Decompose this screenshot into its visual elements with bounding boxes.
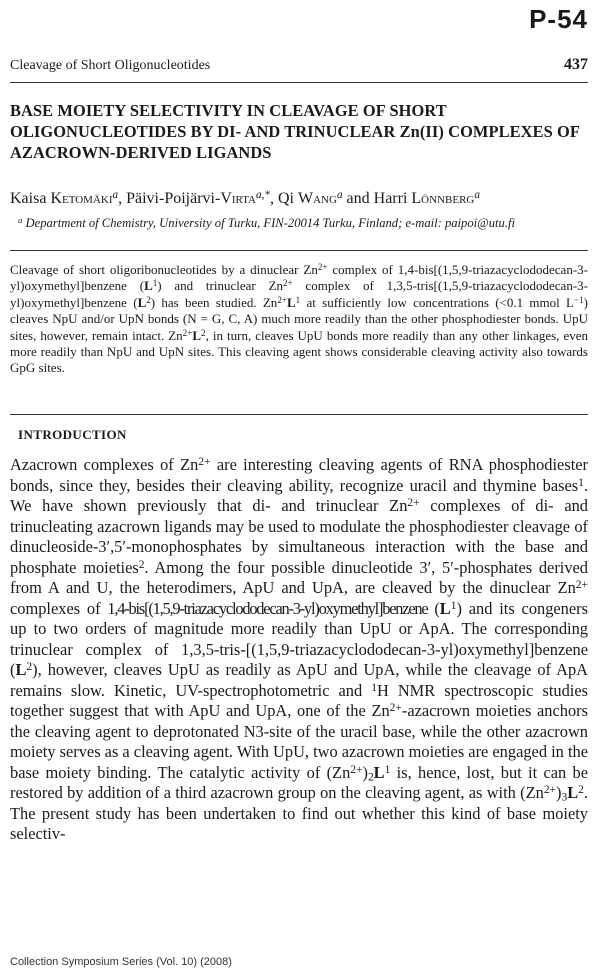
affiliation: $^a$ Department of Chemistry, University of Turku, FIN-20014 Turku, Finland; e-mail: paipoi@utu.fi bbox=[18, 215, 515, 230]
author-list: Kaisa Ketomäki$^a$, Päivi-Poijärvi-Virta$^{a,*}$, Qi Wang$^a$ and Harri Lönnberg$^a$ bbox=[10, 188, 480, 207]
body-text: Azacrown complexes of $Zn^{2+}$ are interesting cleaving agents of RNA phosphodiester bonds, since they, besides their cleaving ability, recognize uracil and thymine bases$^1$. We have shown previously that di- and trinuclear $Zn^{2+}$ complexes of di- and trinucleating azacrown ligands may be used to modulate the phosphodiester cleavage of dinucleoside-3′,5′-monophosphates by simultaneous interaction with the base and phosphate moieties$^2$. Among the four possible dinucleotide 3′, 5′-phosphates derived from A and U, the heterodimers, ApU and UpA, are cleaved by the dinuclear $Zn^{2+}$ complexes of 1,4-bis[(1,5,9-triazacyclododecan-3-yl)oxymethyl]benzene $(L^1)$ and its congeners up to two orders of magnitude more readily than UpU or ApA. The corresponding trinuclear complex of 1,3,5-tris-[(1,5,9-triazacyclododecan-3-yl)oxymethyl]benzene $(L^2)$, however, cleaves UpU as readily as ApU and UpA, while the cleavage of ApA remains slow. Kinetic, UV-spectrophotometric and $^1$H NMR spectroscopic studies together suggest that with ApU and UpA, one of the $Zn^{2+}$-azacrown moieties anchors the cleaving agent to deprotonated N3-site of the uracil base, while the other azacrown moiety serves as a cleaving agent. With UpU, two azacrown moieties are engaged in the base moiety binding. The catalytic activity of $(Zn^{2+})_2L^1$ is, hence, lost, but it can be restored by addition of a third azacrown group on the cleaving agent, as with $(Zn^{2+})_3L^2$. The present study has been undertaken to find out whether this kind of base moiety selectiv- bbox=[10, 455, 589, 843]
running-head-title: Cleavage of Short Oligonucleotides bbox=[10, 58, 211, 73]
abstract-bottom-rule bbox=[10, 414, 588, 415]
abstract: Cleavage of short oligoribonucleotides by a dinuclear $Zn^{2+}$ complex of 1,4-bis[(1,5,9-triazacyclododecan-3-yl)oxymethyl]benzene $(L^1)$ and trinuclear $Zn^{2+}$ complex of 1,3,5-tris[(1,5,9-triazacyclododecan-3-yl)oxymethyl]benzene $(L^2)$ has been studied. $Zn^{2+}L^1$ at sufficiently low concentrations (<0.1 mmol $L^{-1}$) cleaves NpU and/or UpN bonds (N = G, C, A) much more readily than the other phosphodiester bonds. UpU sites, however, remain intact. $Zn^{2+}L^2$, in turn, cleaves UpU bonds more readily than any other linkages, even more readily than NpU and UpN sites. This cleaving agent shows considerable cleaving activity also towards GpG sites. bbox=[10, 261, 588, 376]
page-code: P-54 bbox=[529, 4, 588, 34]
header-rule bbox=[10, 82, 588, 83]
page-number: 437 bbox=[564, 56, 588, 73]
running-head bbox=[10, 58, 588, 80]
paper-title: BASE MOIETY SELECTIVITY IN CLEAVAGE OF SHORT OLIGONUCLEOTIDES BY DI- AND TRINUCLEAR Zn(II) COMPLEXES OF AZACROWN-DERIVED LIGANDS bbox=[10, 101, 580, 162]
section-heading-introduction: INTRODUCTION bbox=[18, 427, 127, 442]
footer-citation: Collection Symposium Series (Vol. 10) (2008) bbox=[10, 956, 232, 968]
abstract-top-rule bbox=[10, 250, 588, 251]
